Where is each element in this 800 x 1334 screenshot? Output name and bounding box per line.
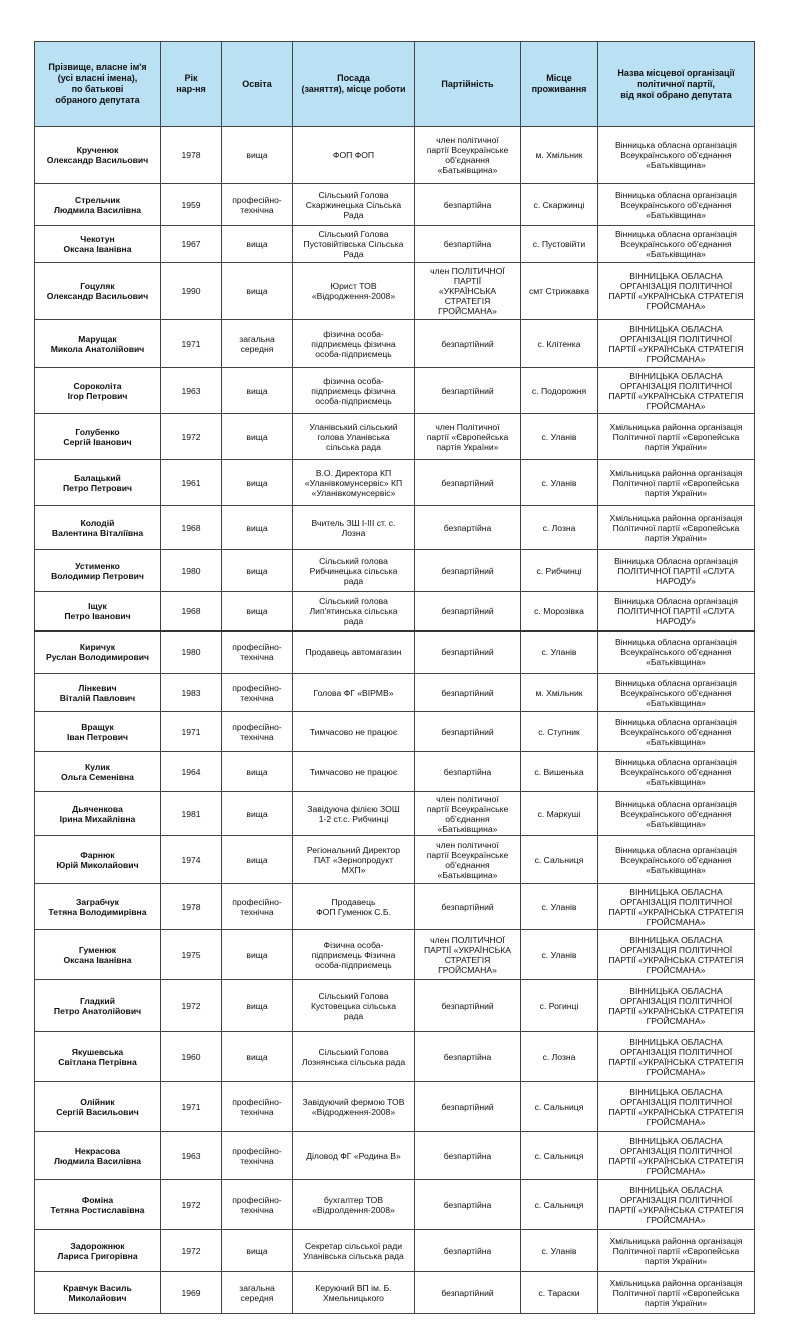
cell-organization: Вінницька обласна організація Всеукраїнського об'єднання «Батьківщина» <box>598 631 755 674</box>
cell-position: Уланівський сільський голова Уланівська сільська рада <box>293 414 415 460</box>
cell-party: безпартійний <box>415 712 521 752</box>
cell-party: безпартійна <box>415 1230 521 1272</box>
table-row <box>35 1180 755 1230</box>
cell-party: безпартійний <box>415 460 521 506</box>
cell-organization: Вінницька обласна організація Всеукраїнського об'єднання «Батьківщина» <box>598 674 755 712</box>
cell-education: вища <box>222 752 293 792</box>
cell-birth-year: 1969 <box>161 1272 222 1314</box>
cell-position: Діловод ФГ «Родина В» <box>293 1132 415 1180</box>
cell-position: Сільський Голова Кустовецька сільська рада <box>293 980 415 1032</box>
cell-education: загальна середня <box>222 320 293 368</box>
cell-birth-year: 1972 <box>161 1230 222 1272</box>
cell-organization: ВІННИЦЬКА ОБЛАСНА ОРГАНІЗАЦІЯ ПОЛІТИЧНОЇ ПАРТІЇ «УКРАЇНСЬКА СТРАТЕГІЯ ГРОЙСМАНА» <box>598 930 755 980</box>
cell-name: Фарнюк Юрій Миколайович <box>35 836 161 884</box>
header-party: Партійність <box>415 42 521 127</box>
cell-birth-year: 1963 <box>161 368 222 414</box>
cell-birth-year: 1964 <box>161 752 222 792</box>
header-position: Посада (заняття), місце роботи <box>293 42 415 127</box>
cell-education: вища <box>222 792 293 836</box>
table-row <box>35 631 755 674</box>
cell-position: ФОП ФОП <box>293 127 415 184</box>
cell-education: вища <box>222 980 293 1032</box>
cell-position: Вчитель ЗШ І-ІІІ ст. с. Лозна <box>293 506 415 550</box>
cell-organization: ВІННИЦЬКА ОБЛАСНА ОРГАНІЗАЦІЯ ПОЛІТИЧНОЇ ПАРТІЇ «УКРАЇНСЬКА СТРАТЕГІЯ ГРОЙСМАНА» <box>598 1032 755 1082</box>
cell-name: Дьяченкова Ірина Михайлівна <box>35 792 161 836</box>
cell-name: Кулик Ольга Семенівна <box>35 752 161 792</box>
cell-name: Крученюк Олександр Васильович <box>35 127 161 184</box>
cell-party: безпартійний <box>415 884 521 930</box>
cell-residence: с. Лозна <box>521 506 598 550</box>
cell-organization: Вінницька обласна організація Всеукраїнського об'єднання «Батьківщина» <box>598 226 755 263</box>
cell-organization: Хмільницька районна організація Політичної партії «Європейська партія України» <box>598 1230 755 1272</box>
cell-birth-year: 1983 <box>161 674 222 712</box>
cell-position: Секретар сільської ради Уланівська сільська рада <box>293 1230 415 1272</box>
cell-name: Сороколіта Ігор Петрович <box>35 368 161 414</box>
table-row <box>35 1132 755 1180</box>
header-row <box>35 42 755 127</box>
cell-organization: Хмільницька районна організація Політичної партії «Європейська партія України» <box>598 1272 755 1314</box>
cell-party: безпартійна <box>415 1180 521 1230</box>
cell-organization: ВІННИЦЬКА ОБЛАСНА ОРГАНІЗАЦІЯ ПОЛІТИЧНОЇ ПАРТІЇ «УКРАЇНСЬКА СТРАТЕГІЯ ГРОЙСМАНА» <box>598 368 755 414</box>
cell-organization: ВІННИЦЬКА ОБЛАСНА ОРГАНІЗАЦІЯ ПОЛІТИЧНОЇ ПАРТІЇ «УКРАЇНСЬКА СТРАТЕГІЯ ГРОЙСМАНА» <box>598 1180 755 1230</box>
cell-birth-year: 1967 <box>161 226 222 263</box>
cell-organization: Вінницька обласна організація Всеукраїнського об'єднання «Батьківщина» <box>598 127 755 184</box>
table-row <box>35 320 755 368</box>
cell-party: член ПОЛІТИЧНОЇ ПАРТІЇ «УКРАЇНСЬКА СТРАТЕГІЯ ГРОЙСМАНА» <box>415 263 521 320</box>
cell-organization: ВІННИЦЬКА ОБЛАСНА ОРГАНІЗАЦІЯ ПОЛІТИЧНОЇ ПАРТІЇ «УКРАЇНСЬКА СТРАТЕГІЯ ГРОЙСМАНА» <box>598 263 755 320</box>
cell-residence: с. Уланів <box>521 1230 598 1272</box>
cell-name: Олійник Сергій Васильович <box>35 1082 161 1132</box>
table-row <box>35 1082 755 1132</box>
cell-party: безпартійний <box>415 980 521 1032</box>
cell-birth-year: 1990 <box>161 263 222 320</box>
table-row <box>35 1032 755 1082</box>
cell-residence: с. Морозівка <box>521 592 598 631</box>
table-row <box>35 752 755 792</box>
cell-name: Колодій Валентина Віталіївна <box>35 506 161 550</box>
cell-education: професійно- технічна <box>222 1180 293 1230</box>
cell-name: Вращук Іван Петрович <box>35 712 161 752</box>
table-row <box>35 460 755 506</box>
cell-organization: Вінницька обласна організація Всеукраїнського об'єднання «Батьківщина» <box>598 712 755 752</box>
cell-position: Керуючий ВП ім. Б. Хмельницького <box>293 1272 415 1314</box>
cell-residence: с. Уланів <box>521 930 598 980</box>
cell-party: безпартійна <box>415 752 521 792</box>
cell-education: вища <box>222 550 293 592</box>
cell-name: Гладкий Петро Анатолійович <box>35 980 161 1032</box>
cell-education: вища <box>222 414 293 460</box>
cell-organization: Вінницька Обласна організація ПОЛІТИЧНОЇ ПАРТІЇ «СЛУГА НАРОДУ» <box>598 592 755 631</box>
cell-birth-year: 1971 <box>161 1082 222 1132</box>
cell-education: професійно- технічна <box>222 1082 293 1132</box>
table-row <box>35 930 755 980</box>
cell-name: Лінкевич Віталій Павлович <box>35 674 161 712</box>
cell-residence: с. Сальниця <box>521 836 598 884</box>
cell-name: Якушевська Світлана Петрівна <box>35 1032 161 1082</box>
cell-organization: ВІННИЦЬКА ОБЛАСНА ОРГАНІЗАЦІЯ ПОЛІТИЧНОЇ ПАРТІЇ «УКРАЇНСЬКА СТРАТЕГІЯ ГРОЙСМАНА» <box>598 884 755 930</box>
table-body <box>35 127 755 1314</box>
table-row <box>35 980 755 1032</box>
cell-education: вища <box>222 506 293 550</box>
cell-residence: с. Уланів <box>521 884 598 930</box>
cell-position: Юрист ТОВ «Відродження-2008» <box>293 263 415 320</box>
cell-residence: с. Пустовійти <box>521 226 598 263</box>
header-organization: Назва місцевої організації політичної партії, від якої обрано депутата <box>598 42 755 127</box>
cell-birth-year: 1971 <box>161 320 222 368</box>
cell-education: вища <box>222 1230 293 1272</box>
cell-birth-year: 1968 <box>161 506 222 550</box>
table-row <box>35 226 755 263</box>
cell-organization: Вінницька обласна організація Всеукраїнського об'єднання «Батьківщина» <box>598 752 755 792</box>
cell-organization: Вінницька Обласна організація ПОЛІТИЧНОЇ ПАРТІЇ «СЛУГА НАРОДУ» <box>598 550 755 592</box>
cell-residence: с. Тараски <box>521 1272 598 1314</box>
cell-position: В.О. Директора КП «Уланівкомунсервіс» КП «Уланівкомунсервіс» <box>293 460 415 506</box>
cell-name: Гоцуляк Олександр Васильович <box>35 263 161 320</box>
cell-residence: с. Уланів <box>521 460 598 506</box>
cell-birth-year: 1963 <box>161 1132 222 1180</box>
cell-position: Тимчасово не працює <box>293 712 415 752</box>
cell-education: професійно- технічна <box>222 674 293 712</box>
cell-party: безпартійний <box>415 631 521 674</box>
deputies-table <box>34 41 755 1314</box>
cell-position: фізична особа- підприємець фізична особа-підприємець <box>293 320 415 368</box>
cell-residence: с. Вишенька <box>521 752 598 792</box>
table-row <box>35 1272 755 1314</box>
cell-residence: м. Хмільник <box>521 127 598 184</box>
cell-birth-year: 1978 <box>161 884 222 930</box>
cell-position: Продавець автомагазин <box>293 631 415 674</box>
header-residence: Місце проживання <box>521 42 598 127</box>
cell-education: професійно- технічна <box>222 631 293 674</box>
cell-organization: Вінницька обласна організація Всеукраїнського об'єднання «Батьківщина» <box>598 792 755 836</box>
cell-position: Сільський голова Лип'ятинська сільська рада <box>293 592 415 631</box>
cell-organization: ВІННИЦЬКА ОБЛАСНА ОРГАНІЗАЦІЯ ПОЛІТИЧНОЇ ПАРТІЇ «УКРАЇНСЬКА СТРАТЕГІЯ ГРОЙСМАНА» <box>598 320 755 368</box>
cell-name: Марущак Микола Анатолійович <box>35 320 161 368</box>
cell-party: безпартійний <box>415 674 521 712</box>
deputies-table-container <box>34 41 754 1314</box>
table-row <box>35 550 755 592</box>
cell-party: безпартійний <box>415 368 521 414</box>
cell-education: вища <box>222 930 293 980</box>
cell-party: член політичної партії Всеукраїнське об'єднання «Батьківщина» <box>415 836 521 884</box>
cell-education: вища <box>222 1032 293 1082</box>
cell-birth-year: 1972 <box>161 980 222 1032</box>
cell-position: Завідуюча філією ЗОШ 1-2 ст.с. Рибчинці <box>293 792 415 836</box>
table-row <box>35 792 755 836</box>
cell-residence: смт Стрижавка <box>521 263 598 320</box>
cell-position: Тимчасово не працює <box>293 752 415 792</box>
cell-name: Балацький Петро Петрович <box>35 460 161 506</box>
cell-birth-year: 1978 <box>161 127 222 184</box>
cell-name: Задорожнюк Лариса Григорівна <box>35 1230 161 1272</box>
cell-name: Гуменюк Оксана Іванівна <box>35 930 161 980</box>
table-row <box>35 414 755 460</box>
cell-organization: Вінницька обласна організація Всеукраїнського об'єднання «Батьківщина» <box>598 184 755 226</box>
cell-position: Сільський Голова Скаржинецька Сільська Рада <box>293 184 415 226</box>
table-row <box>35 127 755 184</box>
cell-position: бухгалтер ТОВ «Відролдення-2008» <box>293 1180 415 1230</box>
cell-party: член Політичної партії «Європейська партія України» <box>415 414 521 460</box>
cell-party: безпартійний <box>415 1272 521 1314</box>
cell-residence: с. Маркуші <box>521 792 598 836</box>
table-row <box>35 884 755 930</box>
cell-name: Голубенко Сергій Іванович <box>35 414 161 460</box>
cell-organization: Хмільницька районна організація Політичної партії «Європейська партія України» <box>598 460 755 506</box>
cell-organization: Вінницька обласна організація Всеукраїнського об'єднання «Батьківщина» <box>598 836 755 884</box>
cell-name: Іщук Петро Іванович <box>35 592 161 631</box>
header-education: Освіта <box>222 42 293 127</box>
cell-residence: с. Сальниця <box>521 1082 598 1132</box>
cell-residence: м. Хмільник <box>521 674 598 712</box>
cell-organization: ВІННИЦЬКА ОБЛАСНА ОРГАНІЗАЦІЯ ПОЛІТИЧНОЇ ПАРТІЇ «УКРАЇНСЬКА СТРАТЕГІЯ ГРОЙСМАНА» <box>598 980 755 1032</box>
cell-birth-year: 1968 <box>161 592 222 631</box>
cell-party: безпартійна <box>415 184 521 226</box>
cell-birth-year: 1961 <box>161 460 222 506</box>
cell-residence: с. Лозна <box>521 1032 598 1082</box>
cell-residence: с. Ступник <box>521 712 598 752</box>
cell-residence: с. Рогинці <box>521 980 598 1032</box>
cell-party: член політичної партії Всеукраїнське об'єднання «Батьківщина» <box>415 792 521 836</box>
cell-position: Продавець ФОП Гуменюк С.Б. <box>293 884 415 930</box>
table-row <box>35 263 755 320</box>
table-row <box>35 836 755 884</box>
cell-education: професійно- технічна <box>222 184 293 226</box>
cell-party: член політичної партії Всеукраїнське об'єднання «Батьківщина» <box>415 127 521 184</box>
cell-birth-year: 1980 <box>161 550 222 592</box>
cell-name: Заграбчук Тетяна Володимирівна <box>35 884 161 930</box>
cell-birth-year: 1975 <box>161 930 222 980</box>
table-row <box>35 712 755 752</box>
cell-organization: ВІННИЦЬКА ОБЛАСНА ОРГАНІЗАЦІЯ ПОЛІТИЧНОЇ ПАРТІЇ «УКРАЇНСЬКА СТРАТЕГІЯ ГРОЙСМАНА» <box>598 1082 755 1132</box>
cell-party: член ПОЛІТИЧНОЇ ПАРТІЇ «УКРАЇНСЬКА СТРАТЕГІЯ ГРОЙСМАНА» <box>415 930 521 980</box>
header-name: Прізвище, власне ім'я (усі власні імена), по батькові обраного депутата <box>35 42 161 127</box>
cell-birth-year: 1972 <box>161 1180 222 1230</box>
cell-party: безпартійна <box>415 506 521 550</box>
cell-organization: ВІННИЦЬКА ОБЛАСНА ОРГАНІЗАЦІЯ ПОЛІТИЧНОЇ ПАРТІЇ «УКРАЇНСЬКА СТРАТЕГІЯ ГРОЙСМАНА» <box>598 1132 755 1180</box>
cell-party: безпартійна <box>415 226 521 263</box>
table-row <box>35 368 755 414</box>
cell-position: Сільський голова Рибчинецька сільська рада <box>293 550 415 592</box>
cell-residence: с. Сальниця <box>521 1180 598 1230</box>
table-row <box>35 674 755 712</box>
cell-education: професійно- технічна <box>222 884 293 930</box>
cell-name: Киричук Руслан Володимирович <box>35 631 161 674</box>
cell-name: Фоміна Тетяна Ростиславівна <box>35 1180 161 1230</box>
cell-name: Кравчук Василь Миколайович <box>35 1272 161 1314</box>
cell-education: загальна середня <box>222 1272 293 1314</box>
table-row <box>35 506 755 550</box>
cell-position: Сільський Голова Пустовійтівська Сільська Рада <box>293 226 415 263</box>
cell-position: Фізична особа- підприємець Фізична особа-підприємець <box>293 930 415 980</box>
cell-birth-year: 1974 <box>161 836 222 884</box>
cell-name: Некрасова Людмила Василівна <box>35 1132 161 1180</box>
cell-residence: с. Сальниця <box>521 1132 598 1180</box>
cell-education: вища <box>222 460 293 506</box>
cell-education: вища <box>222 263 293 320</box>
cell-party: безпартійний <box>415 592 521 631</box>
cell-party: безпартійний <box>415 550 521 592</box>
cell-party: безпартійний <box>415 320 521 368</box>
cell-birth-year: 1959 <box>161 184 222 226</box>
cell-birth-year: 1971 <box>161 712 222 752</box>
cell-education: вища <box>222 368 293 414</box>
cell-education: вища <box>222 592 293 631</box>
table-row <box>35 592 755 631</box>
cell-education: вища <box>222 127 293 184</box>
cell-organization: Хмільницька районна організація Політичної партії «Європейська партія України» <box>598 506 755 550</box>
cell-organization: Хмільницька районна організація Політичної партії «Європейська партія України» <box>598 414 755 460</box>
cell-residence: с. Уланів <box>521 414 598 460</box>
cell-name: Устименко Володимир Петрович <box>35 550 161 592</box>
cell-education: вища <box>222 226 293 263</box>
cell-party: безпартійна <box>415 1032 521 1082</box>
table-row <box>35 1230 755 1272</box>
cell-residence: с. Уланів <box>521 631 598 674</box>
cell-education: вища <box>222 836 293 884</box>
cell-position: Завідуючий фермою ТОВ «Відродження-2008» <box>293 1082 415 1132</box>
cell-position: Сільський Голова Лознянська сільська рада <box>293 1032 415 1082</box>
cell-residence: с. Подорожня <box>521 368 598 414</box>
header-birth-year: Рік нар-ня <box>161 42 222 127</box>
cell-birth-year: 1981 <box>161 792 222 836</box>
cell-residence: с. Скаржинці <box>521 184 598 226</box>
cell-name: Стрельчик Людмила Василівна <box>35 184 161 226</box>
cell-education: професійно- технічна <box>222 712 293 752</box>
cell-position: Регіональний Директор ПАТ «Зернопродукт МХП» <box>293 836 415 884</box>
cell-birth-year: 1972 <box>161 414 222 460</box>
cell-position: Голова ФГ «ВІРМВ» <box>293 674 415 712</box>
cell-name: Чекотун Оксана Іванівна <box>35 226 161 263</box>
cell-birth-year: 1980 <box>161 631 222 674</box>
cell-residence: с. Клітенка <box>521 320 598 368</box>
cell-education: професійно- технічна <box>222 1132 293 1180</box>
cell-position: фізична особа- підприємець фізична особа-підприємець <box>293 368 415 414</box>
cell-party: безпартійна <box>415 1132 521 1180</box>
cell-party: безпартійний <box>415 1082 521 1132</box>
table-row <box>35 184 755 226</box>
cell-residence: с. Рибчинці <box>521 550 598 592</box>
cell-birth-year: 1960 <box>161 1032 222 1082</box>
